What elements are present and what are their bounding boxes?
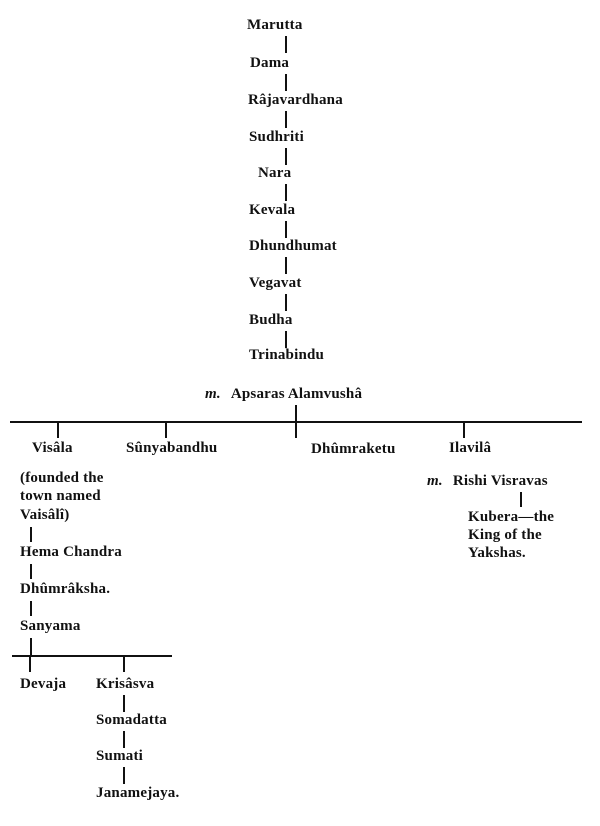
ilavila-spouse: Rishi Visravas bbox=[452, 473, 548, 489]
visala-note-line: town named bbox=[20, 488, 101, 504]
connector-line bbox=[463, 422, 465, 438]
name-ilavila: Ilavilâ bbox=[449, 440, 492, 456]
name-vegavat: Vegavat bbox=[249, 275, 302, 291]
ilavila-marriage bbox=[427, 472, 548, 490]
connector-line bbox=[295, 422, 297, 438]
connector-line bbox=[30, 601, 32, 616]
connector-line bbox=[30, 527, 32, 542]
name-dhumraketu: Dhûmraketu bbox=[311, 441, 396, 457]
sanyama-bar bbox=[12, 655, 172, 657]
name-dhumraksha: Dhûmrâksha. bbox=[20, 581, 111, 597]
name-trinabindu: Trinabindu bbox=[249, 347, 325, 363]
connector-line bbox=[285, 221, 287, 238]
connector-line bbox=[520, 492, 522, 507]
name-sanyama: Sanyama bbox=[20, 618, 81, 634]
connector-line bbox=[57, 422, 59, 438]
connector-line bbox=[285, 74, 287, 91]
name-devaja: Devaja bbox=[20, 676, 67, 692]
name-budha: Budha bbox=[249, 312, 293, 328]
name-somadatta: Somadatta bbox=[96, 712, 167, 728]
marriage-spouse: Apsaras Alamvushâ bbox=[230, 386, 363, 402]
kubera-line: Yakshas. bbox=[468, 545, 526, 561]
name-rajavardhana: Râjavardhana bbox=[248, 92, 343, 108]
connector-line bbox=[285, 257, 287, 274]
name-sunyabandhu: Sûnyabandhu bbox=[126, 440, 218, 456]
ilavila-marriage-prefix: m. bbox=[427, 473, 443, 489]
name-dama: Dama bbox=[250, 55, 290, 71]
connector-line bbox=[285, 294, 287, 311]
visala-note-line: Vaisâlî) bbox=[20, 507, 70, 523]
name-marutta: Marutta bbox=[247, 17, 303, 33]
name-krisasva: Krisâsva bbox=[96, 676, 155, 692]
visala-note-line: (founded the bbox=[20, 470, 104, 486]
name-dhundhumat: Dhundhumat bbox=[249, 238, 337, 254]
connector-line bbox=[30, 564, 32, 579]
marriage-label bbox=[205, 385, 362, 403]
name-visala: Visâla bbox=[32, 440, 73, 456]
connector-line bbox=[30, 638, 32, 655]
kubera-line: King of the bbox=[468, 527, 542, 543]
connector-line bbox=[29, 656, 31, 672]
name-janamejaya: Janamejaya. bbox=[96, 785, 180, 801]
name-sudhriti: Sudhriti bbox=[249, 129, 304, 145]
kubera-line: Kubera—the bbox=[468, 509, 555, 525]
marriage-prefix: m. bbox=[205, 386, 221, 402]
name-sumati: Sumati bbox=[96, 748, 144, 764]
connector-line bbox=[295, 405, 297, 422]
connector-line bbox=[285, 148, 287, 165]
connector-line bbox=[123, 695, 125, 712]
connector-line bbox=[285, 184, 287, 201]
connector-line bbox=[123, 656, 125, 672]
name-nara: Nara bbox=[258, 165, 292, 181]
connector-line bbox=[123, 767, 125, 784]
name-hema-chandra: Hema Chandra bbox=[20, 544, 122, 560]
connector-line bbox=[123, 731, 125, 748]
connector-line bbox=[285, 111, 287, 128]
connector-line bbox=[165, 422, 167, 438]
connector-line bbox=[285, 36, 287, 53]
name-kevala: Kevala bbox=[249, 202, 296, 218]
